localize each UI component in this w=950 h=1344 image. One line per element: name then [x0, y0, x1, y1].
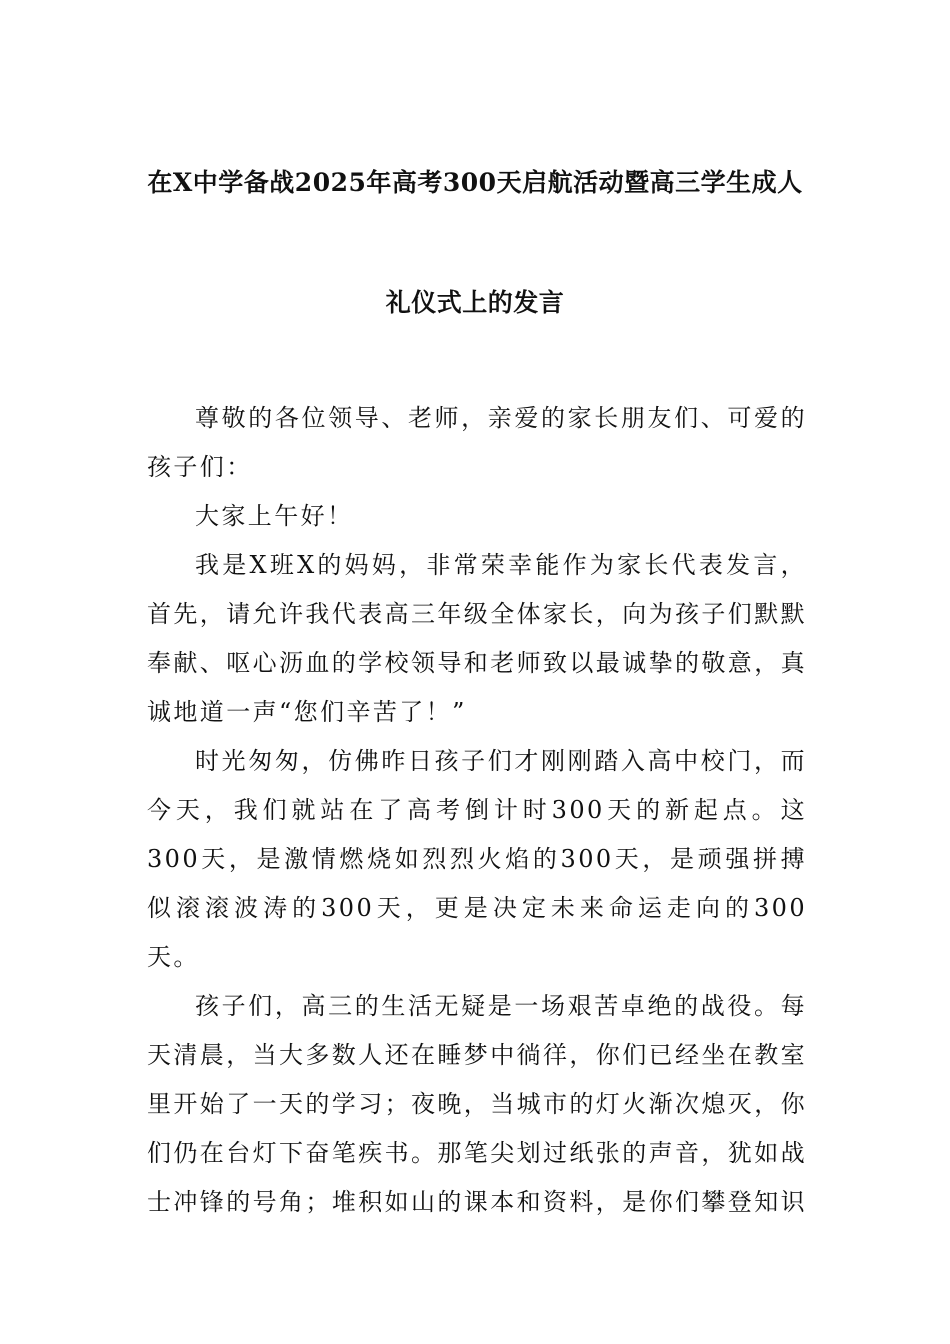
paragraph-senior-life: 孩子们，高三的生活无疑是一场艰苦卓绝的战役。每天清晨，当大多数人还在睡梦中徜徉，你们已经坐在教室里开始了一天的学习；夜晚，当城市的灯火渐次熄灭，你们仍在台灯下奋笔疾书。那笔尖划过纸张的声音，犹如战士冲锋的号角；堆积如山的课本和资料，是你们攀登知识	[147, 992, 807, 1216]
document-title-line-2: 礼仪式上的发言	[385, 288, 565, 317]
paragraph-time: 时光匆匆，仿佛昨日孩子们才刚刚踏入高中校门，而今天，我们就站在了高考倒计时300天的新起点。这300天，是激情燃烧如烈烈火焰的300天，是顽强拼搏似滚滚波涛的300天，更是决定未来命运走向的300天。	[147, 747, 807, 971]
paragraph-greeting: 大家上午好！	[195, 502, 354, 530]
paragraph-introduction: 我是X班X的妈妈，非常荣幸能作为家长代表发言，首先，请允许我代表高三年级全体家长，向为孩子们默默奉献、呕心沥血的学校领导和老师致以最诚挚的敬意，真诚地道一声“您们辛苦了！”	[147, 551, 807, 726]
paragraph-salutation: 尊敬的各位领导、老师，亲爱的家长朋友们、可爱的孩子们：	[147, 404, 807, 481]
document-title-line-1: 在X中学备战2025年高考300天启航活动暨高三学生成人	[147, 168, 803, 197]
document-body	[147, 394, 807, 1227]
